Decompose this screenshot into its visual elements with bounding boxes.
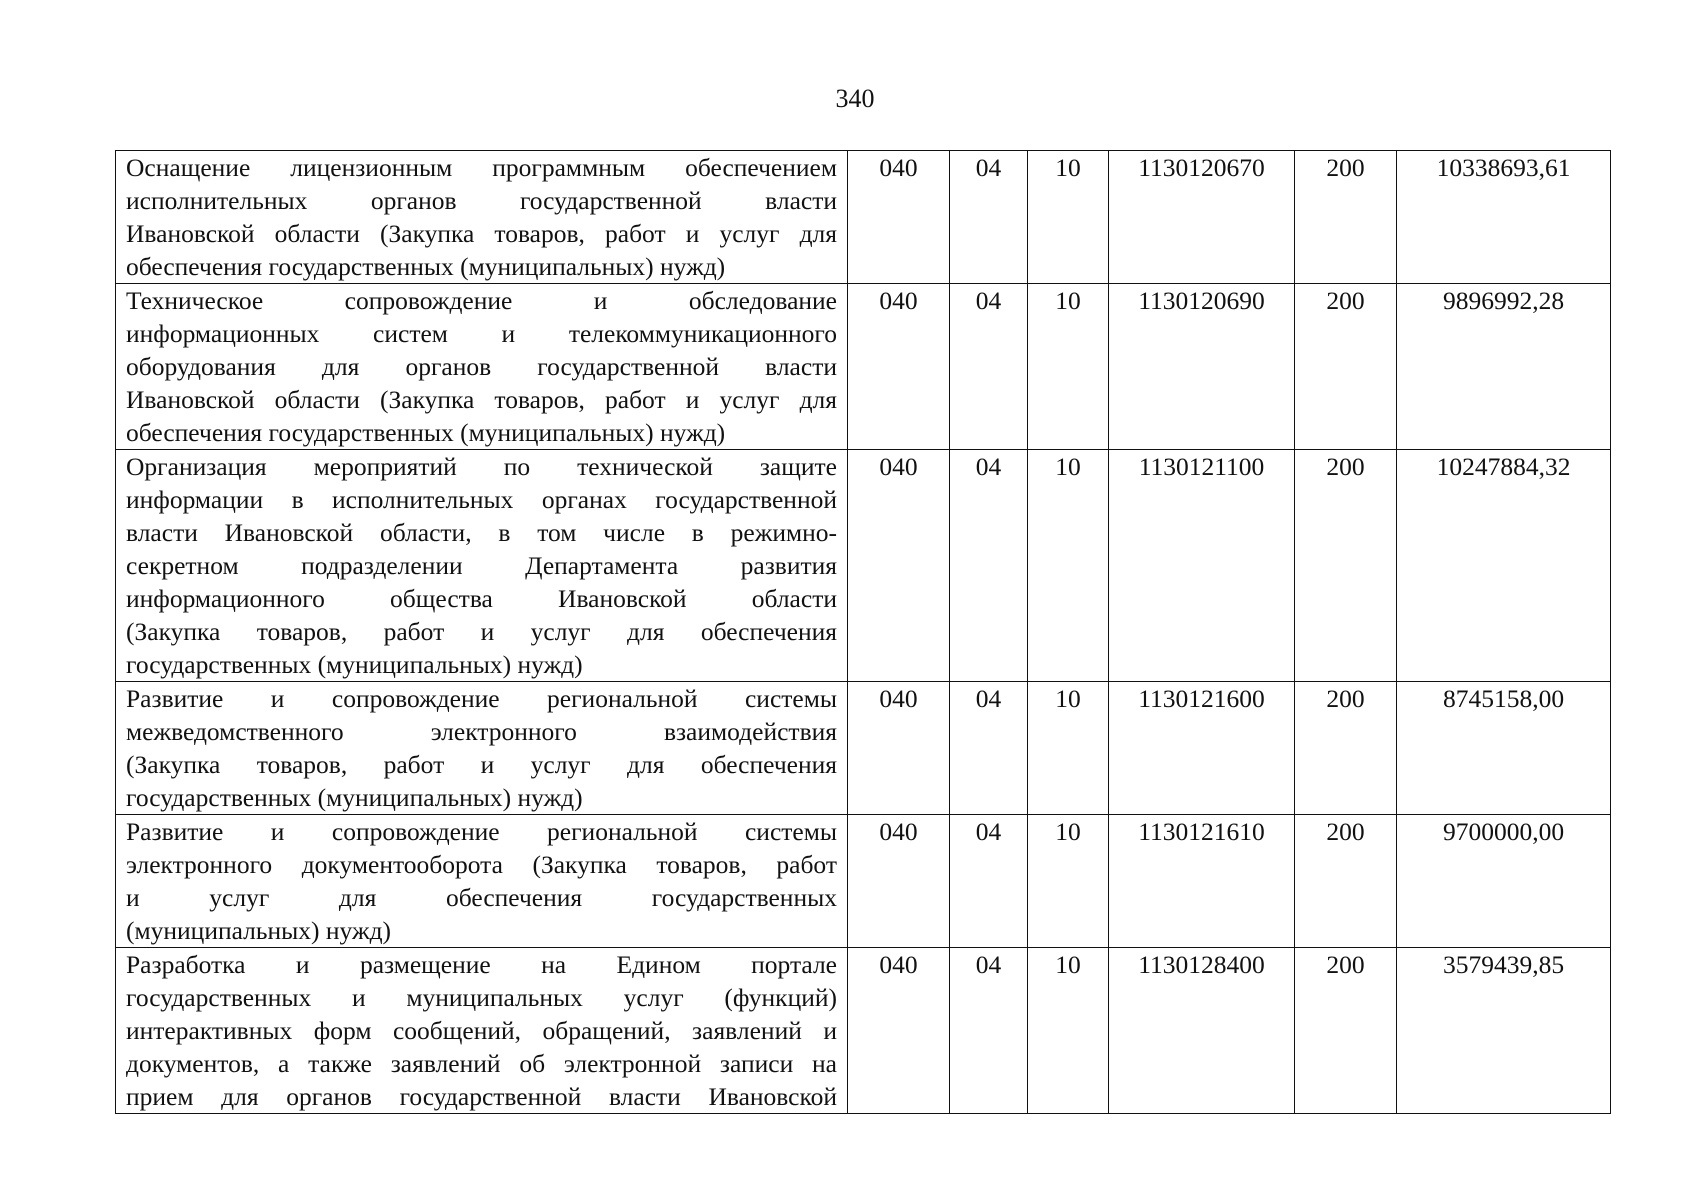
target-article-code: 1130121100 (1109, 450, 1295, 682)
target-article-code: 1130121610 (1109, 815, 1295, 948)
table-row (116, 284, 1611, 450)
description-line: государственных и муниципальных услуг (функций) (126, 983, 837, 1012)
table-row (116, 682, 1611, 815)
description-line: Развитие и сопровождение региональной системы (126, 684, 837, 713)
amount-value: 8745158,00 (1397, 682, 1611, 815)
section-code: 04 (950, 682, 1028, 815)
target-article-code: 1130121600 (1109, 682, 1295, 815)
table-row (116, 450, 1611, 682)
section-code: 04 (950, 948, 1028, 1114)
expense-type-code: 200 (1295, 682, 1397, 815)
description-line: Развитие и сопровождение региональной системы (126, 817, 837, 846)
description-line: (Закупка товаров, работ и услуг для обеспечения (126, 617, 837, 646)
subsection-code: 10 (1028, 948, 1109, 1114)
row-description (116, 151, 848, 284)
description-line: Организация мероприятий по технической защите (126, 452, 837, 481)
section-code: 04 (950, 284, 1028, 450)
description-last-line: государственных (муниципальных) нужд) (126, 650, 583, 679)
description-line: власти Ивановской области, в том числе в режимно- (126, 518, 837, 547)
expense-type-code: 200 (1295, 948, 1397, 1114)
target-article-code: 1130120670 (1109, 151, 1295, 284)
amount-value: 10247884,32 (1397, 450, 1611, 682)
subsection-code: 10 (1028, 151, 1109, 284)
ministry-code: 040 (848, 682, 950, 815)
description-line: исполнительных органов государственной власти (126, 186, 837, 215)
description-line: документов, а также заявлений об электронной записи на (126, 1049, 837, 1078)
description-last-line: обеспечения государственных (муниципальных) нужд) (126, 252, 726, 281)
amount-value: 10338693,61 (1397, 151, 1611, 284)
description-line: информации в исполнительных органах государственной (126, 485, 837, 514)
row-description (116, 682, 848, 815)
description-line: Ивановской области (Закупка товаров, работ и услуг для (126, 219, 837, 248)
table-row (116, 815, 1611, 948)
ministry-code: 040 (848, 948, 950, 1114)
description-line: и услуг для обеспечения государственных (126, 883, 837, 912)
amount-value: 3579439,85 (1397, 948, 1611, 1114)
description-last-line: государственных (муниципальных) нужд) (126, 783, 583, 812)
target-article-code: 1130128400 (1109, 948, 1295, 1114)
description-line: интерактивных форм сообщений, обращений, заявлений и (126, 1016, 837, 1045)
budget-table (115, 150, 1611, 1114)
amount-value: 9700000,00 (1397, 815, 1611, 948)
subsection-code: 10 (1028, 815, 1109, 948)
description-line: секретном подразделении Департамента развития (126, 551, 837, 580)
description-line: информационных систем и телекоммуникационного (126, 319, 837, 348)
description-last-line: (муниципальных) нужд) (126, 916, 392, 945)
target-article-code: 1130120690 (1109, 284, 1295, 450)
ministry-code: 040 (848, 151, 950, 284)
ministry-code: 040 (848, 450, 950, 682)
table-row (116, 151, 1611, 284)
ministry-code: 040 (848, 284, 950, 450)
budget-table-body (116, 151, 1611, 1114)
description-line: Техническое сопровождение и обследование (126, 286, 837, 315)
description-line: Ивановской области (Закупка товаров, работ и услуг для (126, 385, 837, 414)
description-last-line: обеспечения государственных (муниципальных) нужд) (126, 418, 726, 447)
row-description (116, 284, 848, 450)
description-line: Разработка и размещение на Едином портале (126, 950, 837, 979)
page-number: 340 (835, 84, 875, 113)
description-line: информационного общества Ивановской области (126, 584, 837, 613)
expense-type-code: 200 (1295, 151, 1397, 284)
subsection-code: 10 (1028, 284, 1109, 450)
section-code: 04 (950, 815, 1028, 948)
expense-type-code: 200 (1295, 815, 1397, 948)
ministry-code: 040 (848, 815, 950, 948)
subsection-code: 10 (1028, 682, 1109, 815)
table-row (116, 948, 1611, 1114)
expense-type-code: 200 (1295, 284, 1397, 450)
description-line: межведомственного электронного взаимодействия (126, 717, 837, 746)
row-description (116, 815, 848, 948)
description-line: оборудования для органов государственной власти (126, 352, 837, 381)
amount-value: 9896992,28 (1397, 284, 1611, 450)
section-code: 04 (950, 450, 1028, 682)
description-line: (Закупка товаров, работ и услуг для обеспечения (126, 750, 837, 779)
expense-type-code: 200 (1295, 450, 1397, 682)
row-description (116, 948, 848, 1114)
description-line: прием для органов государственной власти Ивановской (126, 1082, 837, 1111)
section-code: 04 (950, 151, 1028, 284)
description-line: Оснащение лицензионным программным обеспечением (126, 153, 837, 182)
subsection-code: 10 (1028, 450, 1109, 682)
row-description (116, 450, 848, 682)
description-line: электронного документооборота (Закупка товаров, работ (126, 850, 837, 879)
